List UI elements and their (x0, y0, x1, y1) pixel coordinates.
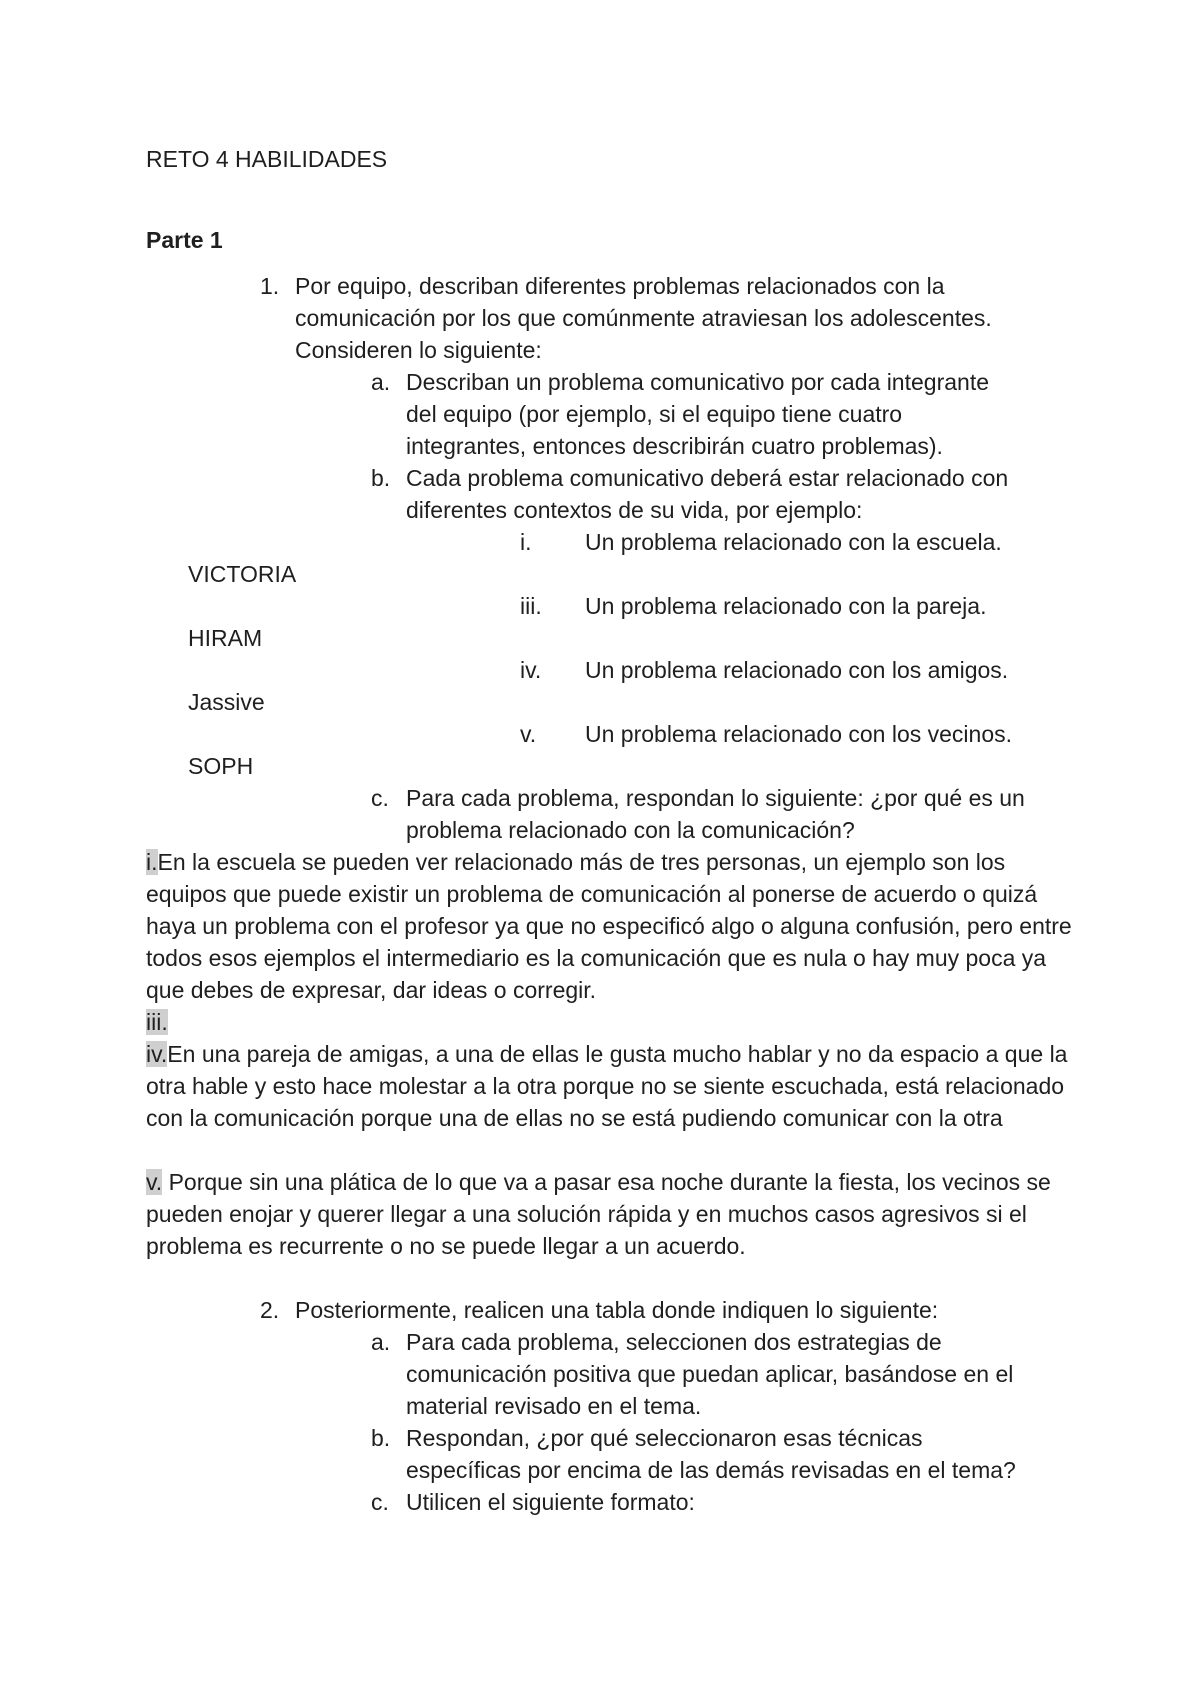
q1b-line-1: Cada problema comunicativo deberá estar relacionado con (406, 465, 1009, 491)
q1-number: 1. (260, 273, 280, 299)
answer-text: En la escuela se pueden ver relacionado más de tres personas, un ejemplo son los equipos que puede existir un problema de comunicación al ponerse de acuerdo o quizá haya un problema con el profesor ya que no especificó algo o alguna confusión, pero entre todos esos ejemplos el intermediario es la comunicación que es nula o hay muy poca ya que debes de expresar, dar ideas o corregir. (146, 849, 1072, 1003)
document-title: RETO 4 HABILIDADES (146, 146, 388, 172)
q1-line-3: Consideren lo siguiente: (295, 337, 542, 363)
part-heading: Parte 1 (146, 227, 223, 253)
q2c-text: Utilicen el siguiente formato: (406, 1489, 695, 1515)
q1a-line-2: del equipo (por ejemplo, si el equipo tiene cuatro (406, 401, 903, 427)
answer-marker: v. (146, 1169, 163, 1195)
context-item: Un problema relacionado con los vecinos. (585, 721, 1013, 747)
q1c-marker: c. (371, 785, 389, 811)
q2a-line-3: material revisado en el tema. (406, 1393, 702, 1419)
q1c-line-2: problema relacionado con la comunicación? (406, 817, 855, 843)
answer-marker: iv. (146, 1041, 168, 1067)
q2-text: Posteriormente, realicen una tabla donde indiquen lo siguiente: (295, 1297, 939, 1323)
answer-paragraph (146, 1166, 1076, 1262)
context-item: Un problema relacionado con los amigos. (585, 657, 1009, 683)
answer-paragraph (146, 1006, 1076, 1038)
answer-marker: i. (146, 849, 158, 875)
answer-text: Porque sin una plática de lo que va a pasar esa noche durante la fiesta, los vecinos se pueden enojar y querer llegar a una solución rápida y en muchos casos agresivos si el problema es recurrente o no se puede llegar a un acuerdo. (146, 1169, 1051, 1259)
context-item: Un problema relacionado con la escuela. (585, 529, 1002, 555)
q1a-marker: a. (371, 369, 391, 395)
q1a-line-3: integrantes, entonces describirán cuatro problemas). (406, 433, 943, 459)
member-name: HIRAM (188, 625, 263, 651)
q1b-line-2: diferentes contextos de su vida, por ejemplo: (406, 497, 863, 523)
q2a-marker: a. (371, 1329, 391, 1355)
context-item: Un problema relacionado con la pareja. (585, 593, 987, 619)
q1a-line-1: Describan un problema comunicativo por cada integrante (406, 369, 989, 395)
q2b-line-1: Respondan, ¿por qué seleccionaron esas técnicas (406, 1425, 923, 1451)
q2a-line-1: Para cada problema, seleccionen dos estrategias de (406, 1329, 942, 1355)
member-name: Jassive (188, 689, 265, 715)
answer-text: En una pareja de amigas, a una de ellas le gusta mucho hablar y no da espacio a que la otra hable y esto hace molestar a la otra porque no se siente escuchada, está relacionado con la comunicación porque una de ellas no se está pudiendo comunicar con la otra (146, 1041, 1068, 1131)
context-marker: v. (520, 721, 537, 747)
context-marker: i. (520, 529, 532, 555)
q1-line-1: Por equipo, describan diferentes problemas relacionados con la (295, 273, 945, 299)
answer-marker: iii. (146, 1009, 168, 1035)
q2c-marker: c. (371, 1489, 389, 1515)
answer-paragraph (146, 1038, 1076, 1134)
q2-number: 2. (260, 1297, 280, 1323)
q2a-line-2: comunicación positiva que puedan aplicar, basándose en el (406, 1361, 1014, 1387)
context-marker: iv. (520, 657, 542, 683)
q1b-marker: b. (371, 465, 391, 491)
q1-line-2: comunicación por los que comúnmente atraviesan los adolescentes. (295, 305, 992, 331)
q2b-marker: b. (371, 1425, 391, 1451)
q2b-line-2: específicas por encima de las demás revisadas en el tema? (406, 1457, 1016, 1483)
answer-paragraph (146, 846, 1076, 1006)
member-name: SOPH (188, 753, 254, 779)
context-marker: iii. (520, 593, 542, 619)
member-name: VICTORIA (188, 561, 297, 587)
q1c-line-1: Para cada problema, respondan lo siguiente: ¿por qué es un (406, 785, 1025, 811)
